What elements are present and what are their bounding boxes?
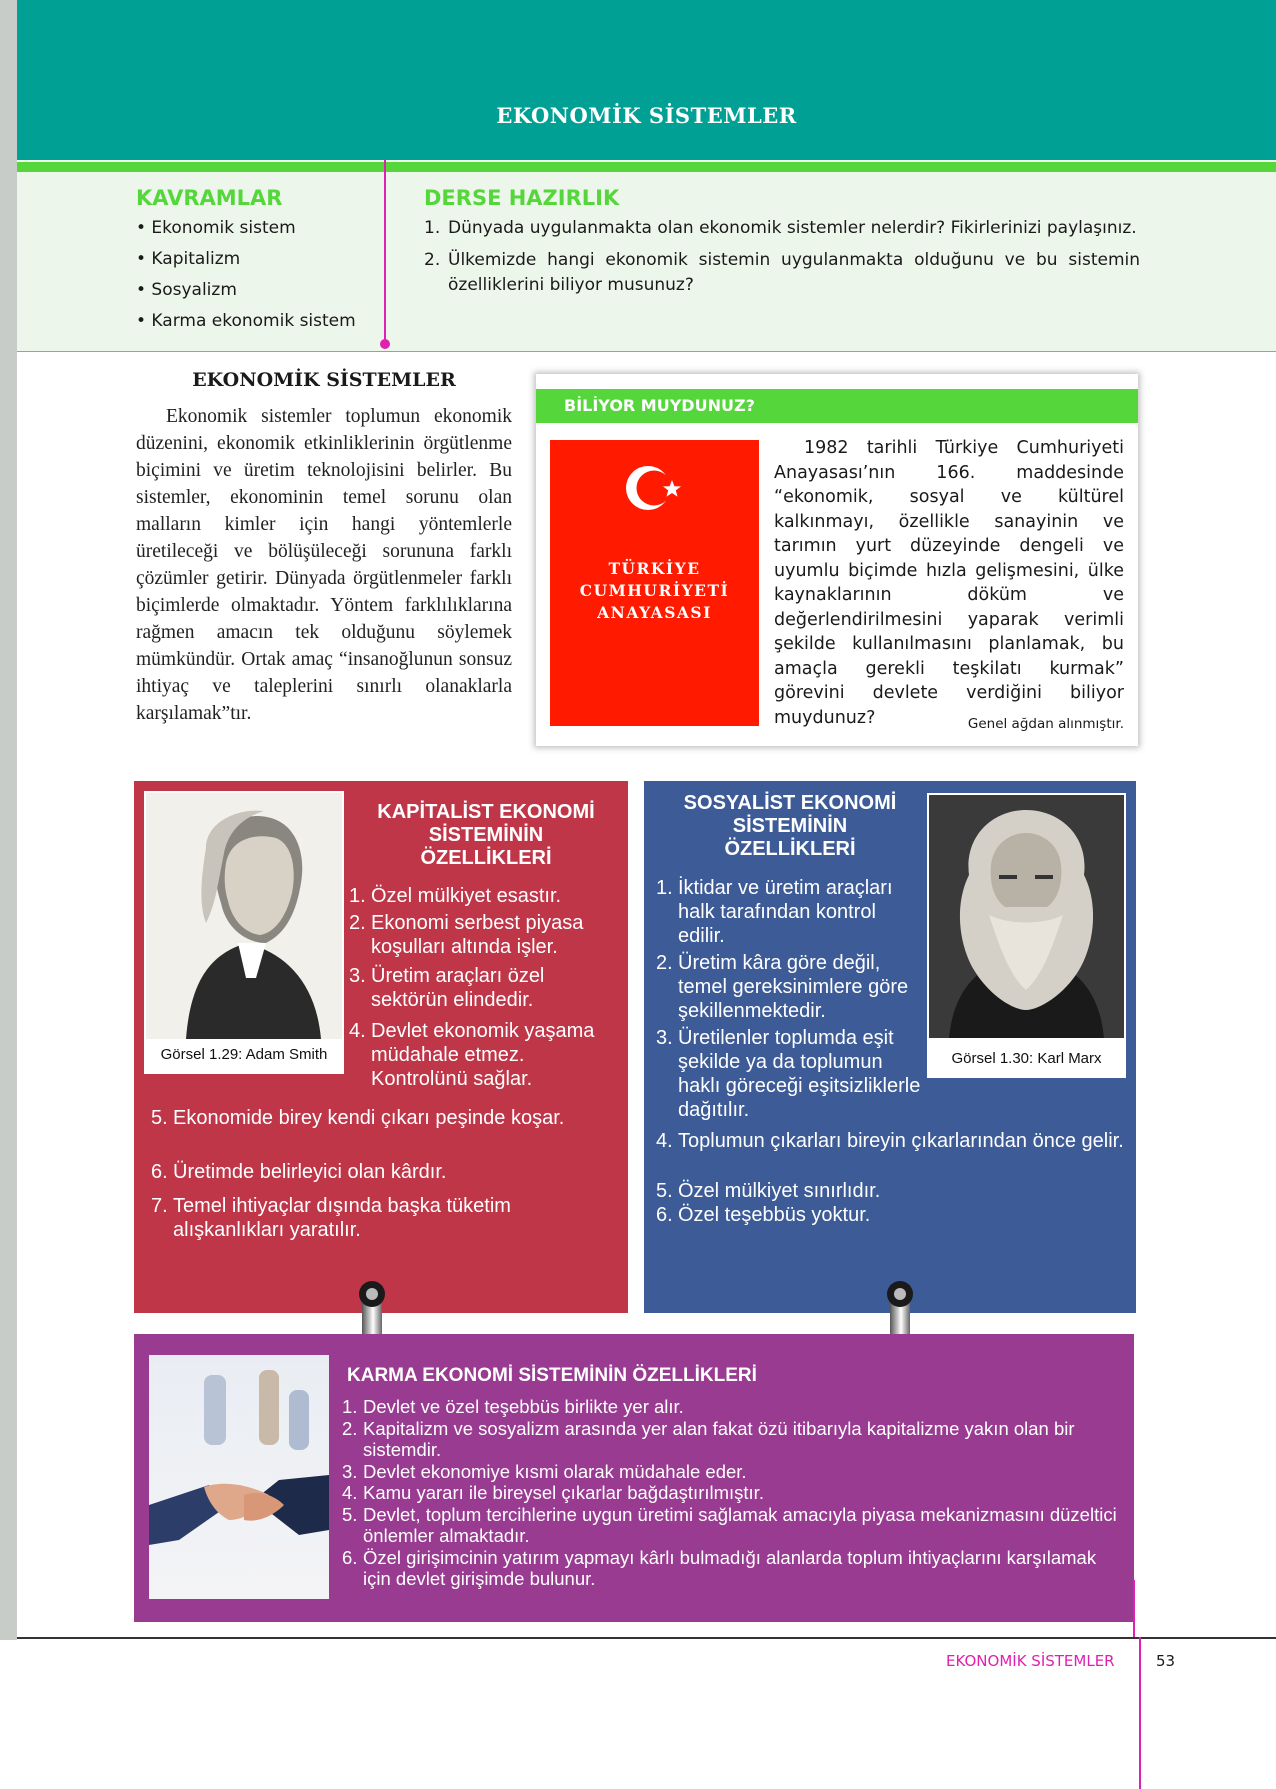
list-item: 6. Özel girişimcinin yatırım yapmayı kârlı bulmadığı alanlarda toplum ihtiyaçlarını karşılamak için devlet girişimde bulunur. <box>342 1546 1097 1589</box>
section-heading: EKONOMİK SİSTEMLER <box>192 369 456 391</box>
list-item: 2. Üretim kâra göre değil, temel gereksinimlere göre şekillenmektedir. <box>656 952 909 1022</box>
list-item: 4. Kamu yararı ile bireysel çıkarlar bağdaştırılmıştır. <box>342 1482 764 1503</box>
list-item: 6. Üretimde belirleyici olan kârdır. <box>151 1161 447 1183</box>
constitution-book-image <box>550 440 759 726</box>
did-you-know-text: 1982 tarihli Türkiye Cumhuriyeti Anayasası’nın 166. maddesinde “ekonomik, sosyal ve kültürel kalkınmayı, özellikle sanayinin ve tarımın yurt düzeyinde dengeli ve uyumlu biçimde hızla gelişmesini, ülke kaynaklarının döküm ve değerlendirilmesini yaparak verimli şekilde kullanılmasını planlamak, bu amaçla gerekli teşkilatı kurmak” görevini devlete verdiğini biliyor muydunuz? <box>774 438 1124 728</box>
list-item: 4. Toplumun çıkarları bireyin çıkarlarından önce gelir. <box>656 1130 1124 1152</box>
kavramlar-title: KAVRAMLAR <box>136 186 283 210</box>
source-note: Genel ağdan alınmıştır. <box>967 716 1124 732</box>
book-title-line: CUMHURİYETİ <box>579 581 730 600</box>
list-item: 5. Ekonomide birey kendi çıkarı peşinde koşar. <box>151 1107 565 1129</box>
page-title: EKONOMİK SİSTEMLER <box>496 103 797 128</box>
page-edge <box>0 0 17 1640</box>
list-item: 3. Üretim araçları özel sektörün elindedir. <box>349 965 545 1011</box>
list-item: 1. İktidar ve üretim araçları halk tarafından kontrol edilir. <box>656 877 893 947</box>
mixed-economy-title: KARMA EKONOMİ SİSTEMİNİN ÖZELLİKLERİ <box>347 1365 757 1386</box>
list-item: 3. Üretilenler toplumda eşit şekilde ya da toplumun haklı göreceği eşitsizliklerle dağıtılır. <box>656 1027 921 1121</box>
photo-caption: Görsel 1.29: Adam Smith <box>160 1046 328 1063</box>
list-item: 5. Özel mülkiyet sınırlıdır. <box>656 1180 881 1202</box>
list-item: 3. Devlet ekonomiye kısmi olarak müdahale eder. <box>342 1460 747 1482</box>
list-item: 6. Özel teşebbüs yoktur. <box>656 1204 871 1226</box>
socialist-box <box>644 781 1136 1313</box>
kavram-item: • Sosyalizm <box>136 280 237 300</box>
box-edge-line <box>1133 1580 1135 1638</box>
intro-section <box>136 369 512 727</box>
mixed-economy-list <box>342 1396 1122 1590</box>
adam-smith-photo <box>144 791 344 1074</box>
adam-smith-portrait <box>146 793 342 1039</box>
list-item: 7. Temel ihtiyaçlar dışında başka tüketim alışkanlıkları yaratılır. <box>151 1195 511 1241</box>
footer-rule <box>17 1637 1276 1639</box>
derse-hazirlik-title: DERSE HAZIRLIK <box>424 186 620 210</box>
karl-marx-portrait <box>929 795 1124 1038</box>
kavram-item: • Karma ekonomik sistem <box>136 311 356 331</box>
footer-section-label: EKONOMİK SİSTEMLER <box>946 1652 1115 1670</box>
question-item: 1. Dünyada uygulanmakta olan ekonomik sistemler nelerdir? Fikirlerinizi paylaşınız. <box>424 218 1137 238</box>
list-item: 1. Özel mülkiyet esastır. <box>349 885 562 907</box>
header-banner <box>17 0 1276 160</box>
mixed-economy-box <box>134 1334 1134 1622</box>
list-item: 2. Kapitalizm ve sosyalizm arasında yer alan fakat özü itibarıyla kapitalizme yakın olan bir sistemdir. <box>342 1417 1075 1460</box>
photo-caption: Görsel 1.30: Karl Marx <box>951 1050 1102 1067</box>
derse-hazirlik-list <box>424 216 1140 298</box>
derse-hazirlik-section <box>424 186 1140 305</box>
kavramlar-list <box>136 213 376 337</box>
crescent-star-icon <box>624 462 684 514</box>
karl-marx-photo <box>927 793 1126 1078</box>
list-item: 4. Devlet ekonomik yaşama müdahale etmez. Kontrolünü sağlar. <box>349 1020 595 1090</box>
intro-paragraph: Ekonomik sistemler toplumun ekonomik düzenini, ekonomik etkinliklerinin örgütlenme biçimini ve üretim teknolojisini belirler. Bu sistemler, ekonominin temel sorunu olan malların kimler için hangi yöntemlerle üretileceği ve bölüşüleceği sorununa farklı çözümler getirir. Dünyada örgütlenmeler farklı biçimlerde olmaktadır. Yöntem farklılıklarına rağmen amacın tek olduğunu söylemek mümkündür. Ortak amaç “insanoğlunun sonsuz ihtiyaç ve taleplerini sınırlı olanaklarla karşılamak”tır. <box>136 406 512 724</box>
section-divider <box>384 160 386 345</box>
list-item: 1. Devlet ve özel teşebbüs birlikte yer alır. <box>342 1396 684 1417</box>
book-title-line: TÜRKİYE <box>608 559 701 578</box>
binder-ring <box>887 1281 913 1307</box>
handshake-image <box>149 1355 329 1599</box>
book-title-line: ANAYASASI <box>597 603 712 622</box>
header-divider <box>17 162 1276 172</box>
list-item: 5. Devlet, toplum tercihlerine uygun üretimi sağlamak amacıyla piyasa mekanizmasını düzeltici önlemler almaktadır. <box>342 1503 1117 1546</box>
kavram-item: • Ekonomik sistem <box>136 218 296 238</box>
divider-dot <box>380 339 390 349</box>
footer-divider <box>1139 1637 1141 1789</box>
page-number: 53 <box>1156 1652 1176 1670</box>
capitalist-box <box>134 781 628 1313</box>
did-you-know-title: BİLİYOR MUYDUNUZ? <box>536 389 1138 423</box>
capitalist-title: KAPİTALİST EKONOMİ SİSTEMİNİN ÖZELLİKLERİ <box>377 801 595 869</box>
kavramlar-section <box>136 186 376 337</box>
list-item: 2. Ekonomi serbest piyasa koşulları altında işler. <box>349 912 584 958</box>
did-you-know-box <box>536 374 1138 746</box>
kavram-item: • Kapitalizm <box>136 249 241 269</box>
binder-ring <box>359 1281 385 1307</box>
socialist-title: SOSYALİST EKONOMİ SİSTEMİNİN ÖZELLİKLERİ <box>683 792 897 860</box>
question-item: 2. Ülkemizde hangi ekonomik sistemin uygulanmakta olduğunu ve bu sistemin özelliklerini biliyor musunuz? <box>424 250 1140 295</box>
